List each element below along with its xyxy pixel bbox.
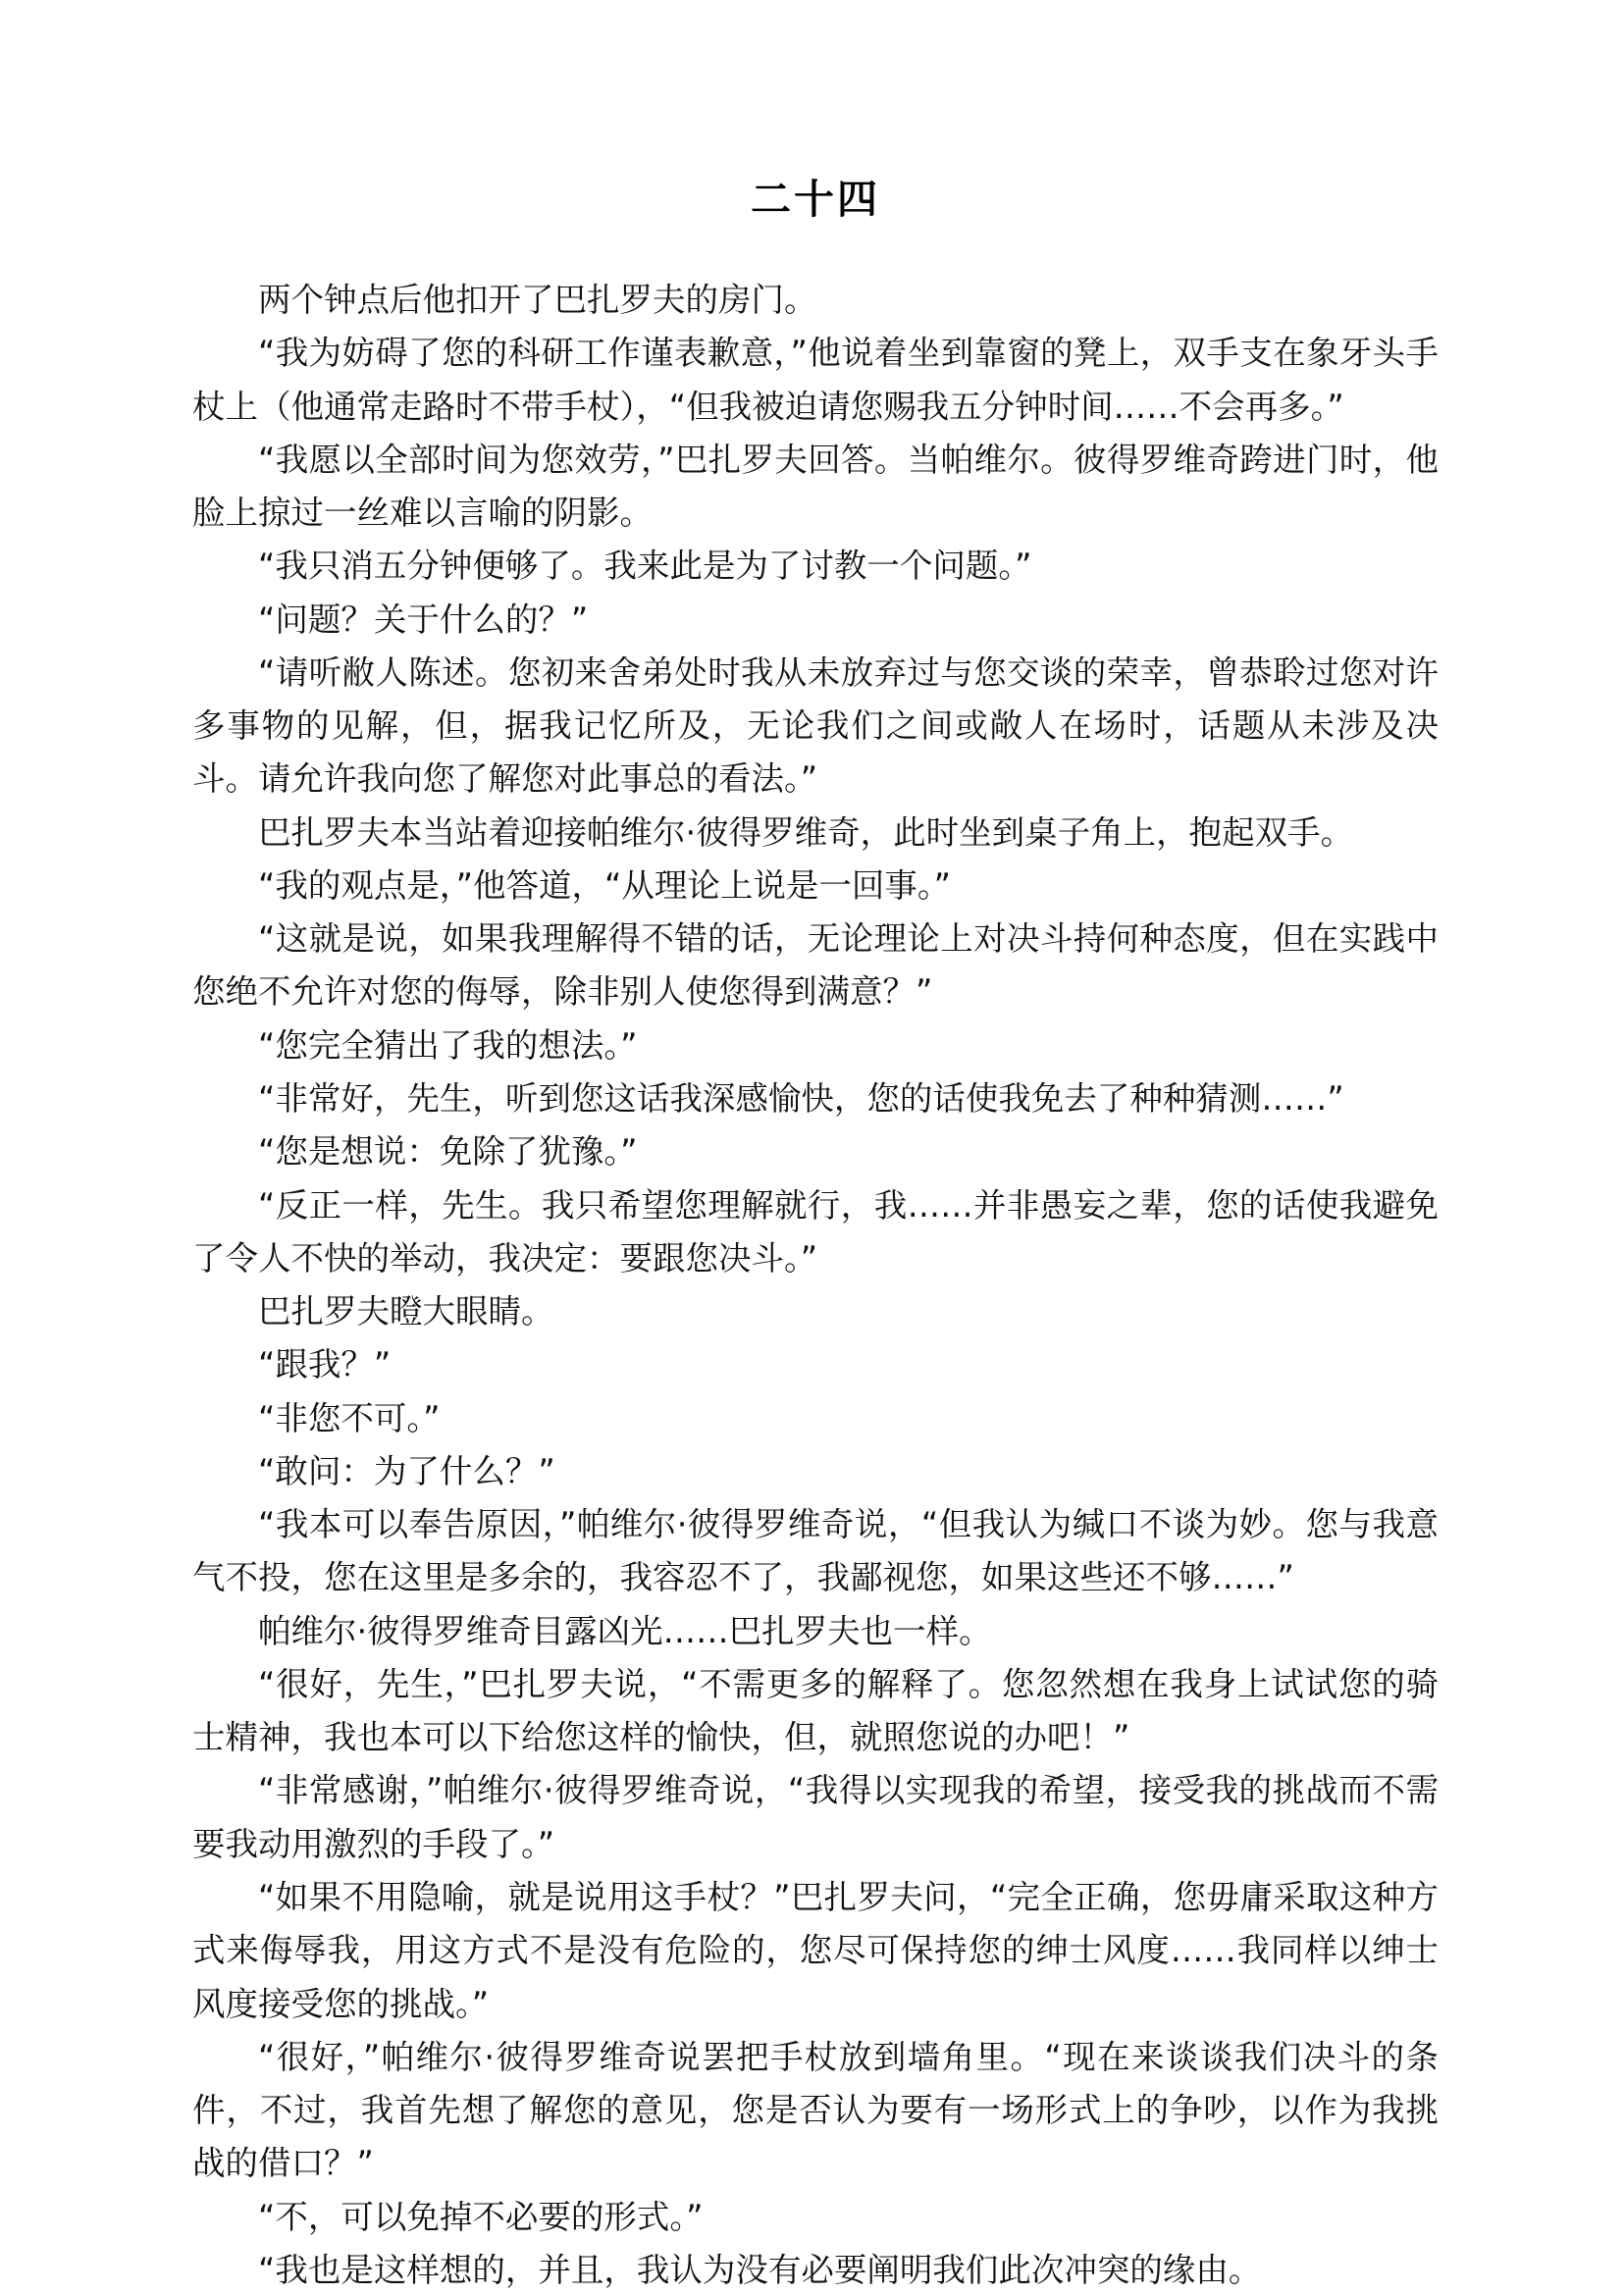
- paragraph: “跟我？”: [258, 1345, 392, 1384]
- paragraph: “我也是这样想的，并且，我认为没有必要阐明我们此次冲突的缘由。: [258, 2250, 1262, 2289]
- paragraph: “问题？关于什么的？”: [258, 600, 589, 639]
- paragraph: “请听敝人陈述。您初来舍弟处时我从未放弃过与您交谈的荣幸，曾恭聆过您对许多事物的见解，但，据我记忆所及，无论我们之间或敞人在场时，话题从未涉及决斗。请允许我向您了解您对此事总的看法。”: [192, 652, 1439, 799]
- paragraph: “非您不可。”: [258, 1398, 441, 1437]
- paragraph: “不，可以免掉不必要的形式。”: [258, 2197, 704, 2236]
- paragraph: “您是想说：免除了犹豫。”: [258, 1132, 638, 1172]
- page-content: [192, 167, 1439, 2294]
- paragraph: 巴扎罗夫本当站着迎接帕维尔·彼得罗维奇，此时坐到桌子角上，抱起双手。: [258, 812, 1354, 852]
- paragraph: “很好，”帕维尔·彼得罗维奇说罢把手杖放到墙角里。“现在来谈谈我们决斗的条件，不过，我首先想了解您的意见，您是否认为要有一场形式上的争吵，以作为我挑战的借口？”: [192, 2037, 1439, 2183]
- body-text: [192, 274, 1439, 2294]
- paragraph: “非常感谢，”帕维尔·彼得罗维奇说，“我得以实现我的希望，接受我的挑战而不需要我动用激烈的手段了。”: [192, 1771, 1439, 1863]
- paragraph: “我愿以全部时间为您效劳，”巴扎罗夫回答。当帕维尔。彼得罗维奇跨进门时，他脸上掠过一丝难以言喻的阴影。: [192, 440, 1439, 533]
- paragraph: “反正一样，先生。我只希望您理解就行，我……并非愚妄之辈，您的话使我避免了令人不快的举动，我决定：要跟您决斗。”: [192, 1185, 1439, 1277]
- paragraph: “我只消五分钟便够了。我来此是为了讨教一个问题。”: [258, 547, 1032, 586]
- paragraph: “很好，先生，”巴扎罗夫说，“不需更多的解释了。您忽然想在我身上试试您的骑士精神，我也本可以下给您这样的愉快，但，就照您说的办吧！”: [192, 1664, 1439, 1757]
- chapter-title: 二十四: [751, 176, 880, 223]
- paragraph: “您完全猜出了我的想法。”: [258, 1025, 638, 1065]
- paragraph: “这就是说，如果我理解得不错的话，无论理论上对决斗持何种态度，但在实践中您绝不允许对您的侮辱，除非别人使您得到满意？”: [192, 919, 1439, 1012]
- paragraph: “非常好，先生，听到您这话我深感愉快，您的话使我免去了种种猜测……”: [258, 1078, 1344, 1118]
- paragraph: “如果不用隐喻，就是说用这手杖？”巴扎罗夫问，“完全正确，您毋庸采取这种方式来侮辱我，用这方式不是没有危险的，您尽可保持您的绅士风度……我同样以绅士风度接受您的挑战。”: [192, 1877, 1439, 2023]
- paragraph: 帕维尔·彼得罗维奇目露凶光……巴扎罗夫也一样。: [258, 1611, 992, 1650]
- paragraph: 巴扎罗夫瞪大眼睛。: [258, 1292, 554, 1331]
- paragraph: 两个钟点后他扣开了巴扎罗夫的房门。: [258, 281, 817, 319]
- paragraph: “我为妨碍了您的科研工作谨表歉意，”他说着坐到靠窗的凳上，双手支在象牙头手杖上（他通常走路时不带手杖），“但我被迫请您赐我五分钟时间……不会再多。”: [192, 334, 1439, 426]
- paragraph: “敢问：为了什么？”: [258, 1451, 555, 1490]
- paragraph: “我的观点是，”他答道，“从理论上说是一回事。”: [258, 865, 951, 905]
- paragraph: “我本可以奉告原因，”帕维尔·彼得罗维奇说，“但我认为缄口不谈为妙。您与我意气不投，您在这里是多余的，我容忍不了，我鄙视您，如果这些还不够……”: [192, 1505, 1439, 1597]
